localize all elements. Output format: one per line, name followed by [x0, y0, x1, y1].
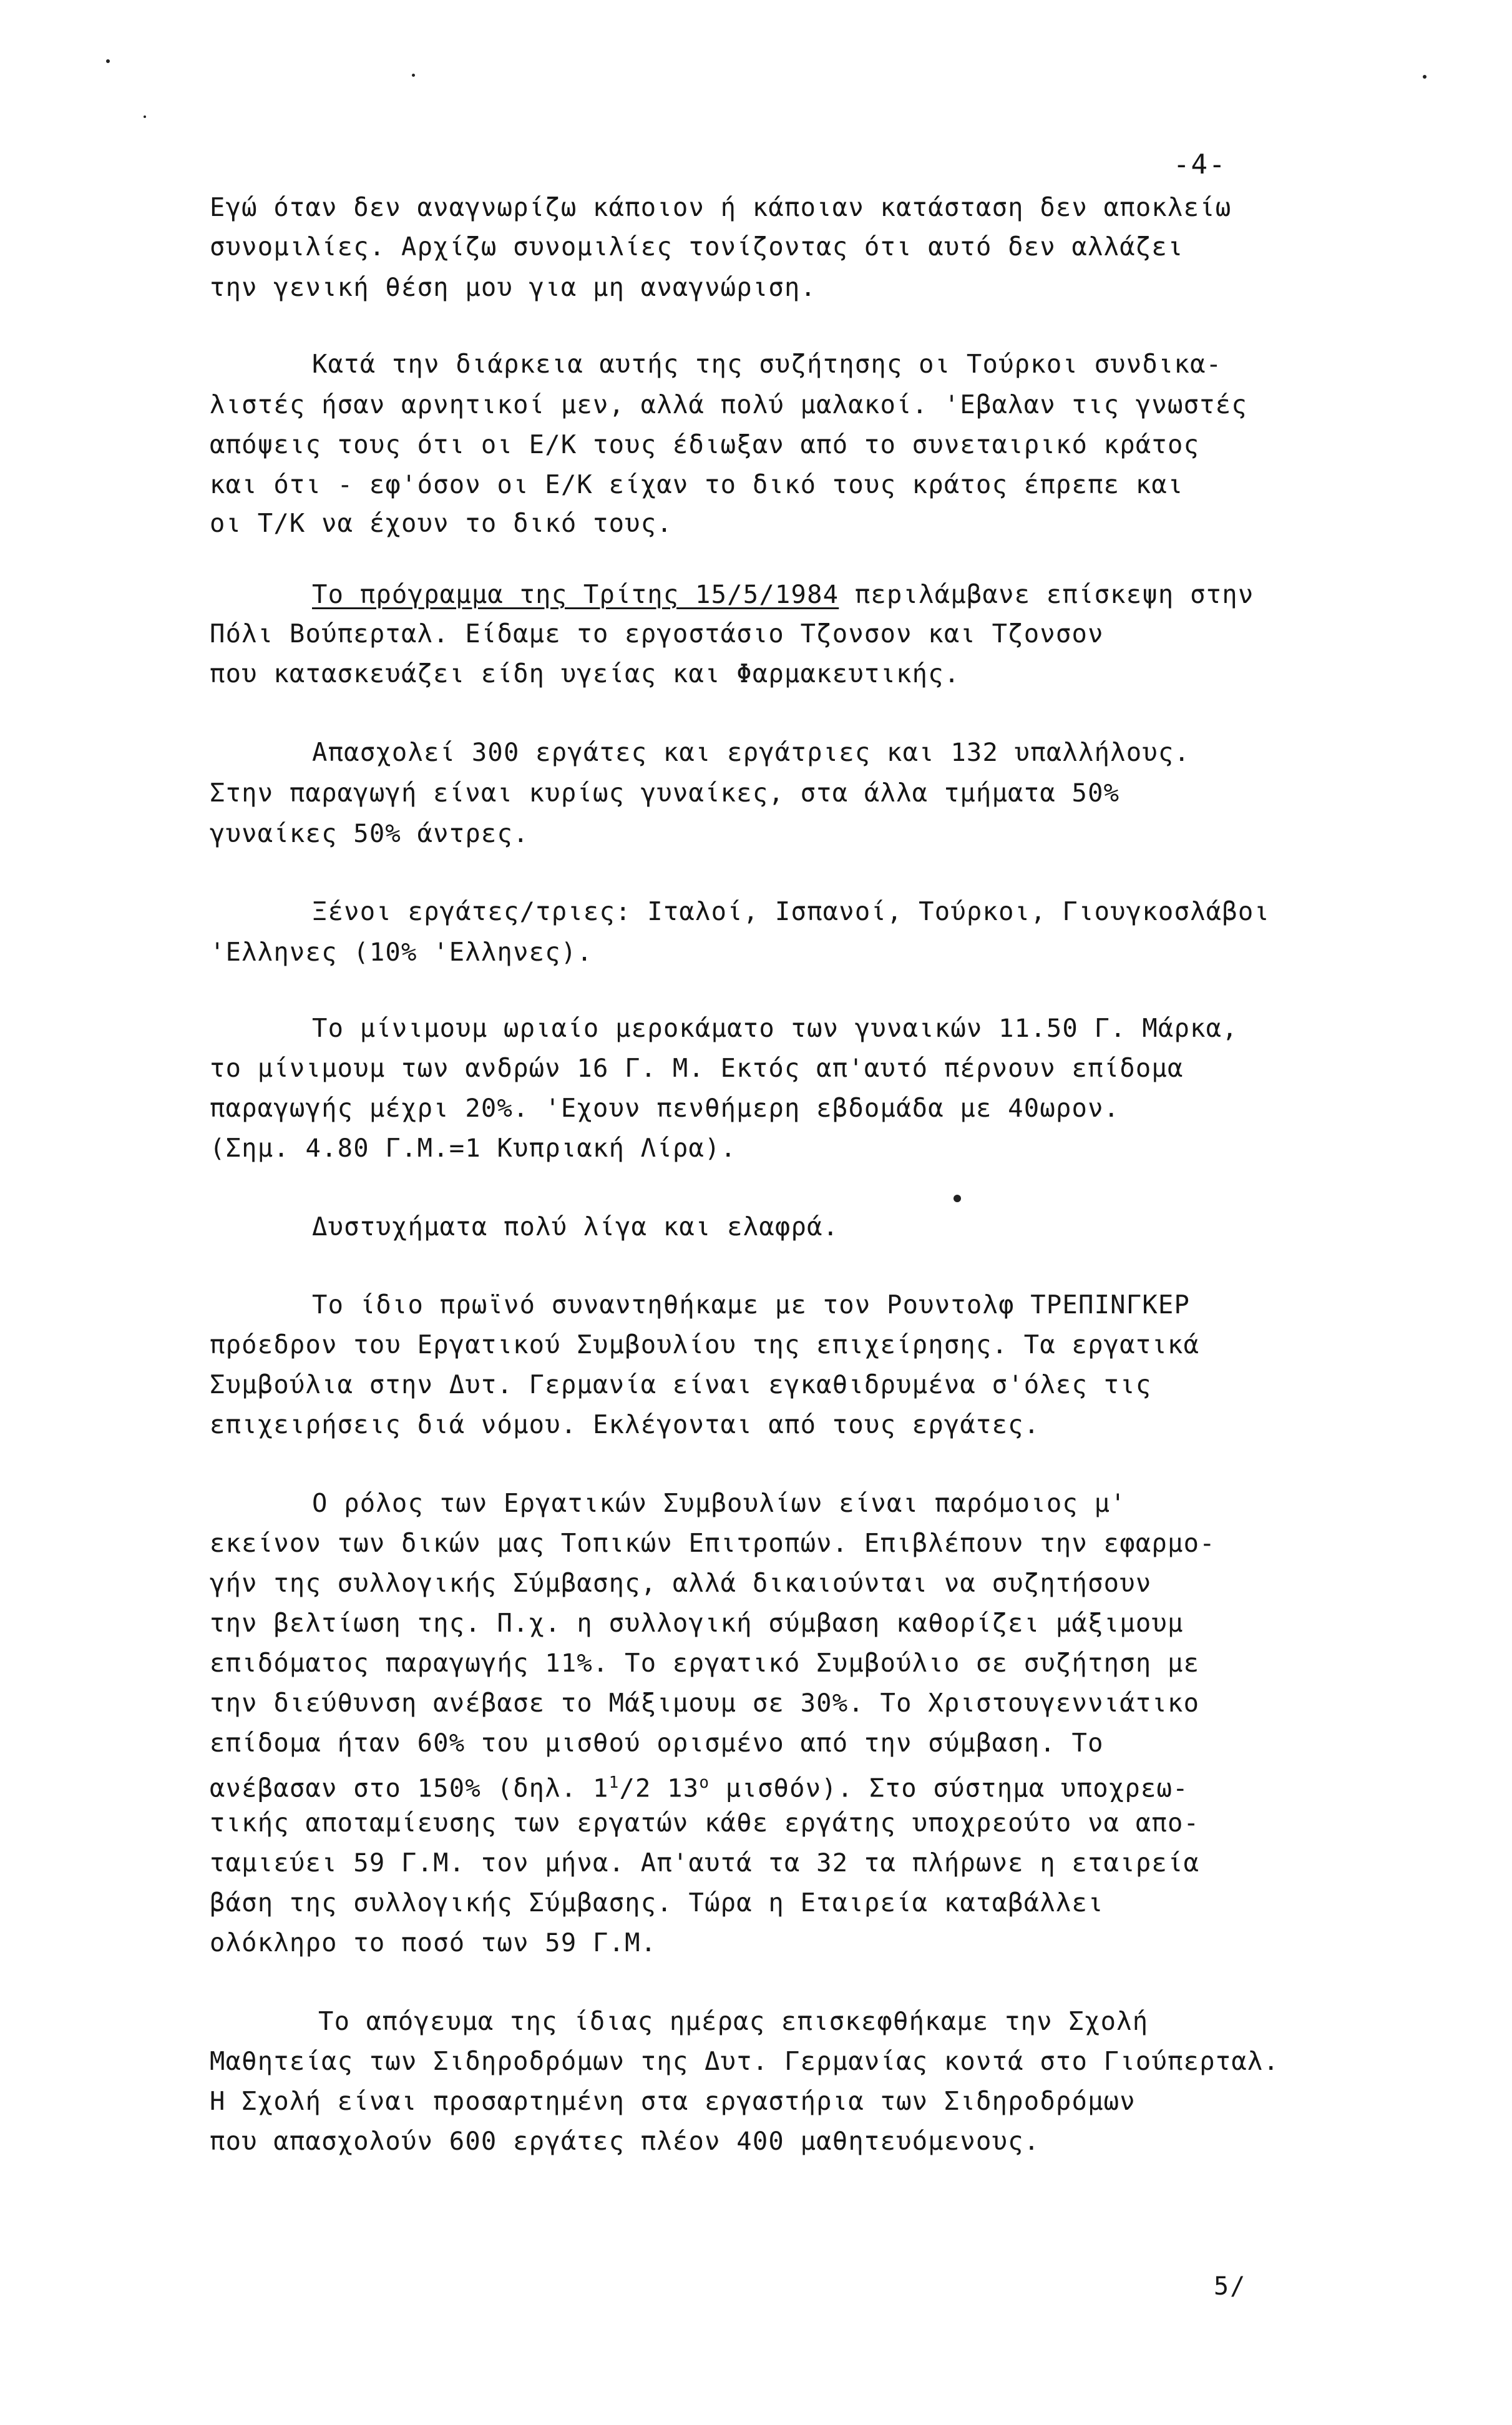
fraction-rest: /2 13	[619, 1773, 700, 1803]
text-line: Η Σχολή είναι προσαρτημένη στα εργαστήρια των Σιδηροδρόμων	[210, 2086, 1136, 2116]
text-line: και ότι - εφ'όσον οι Ε/Κ είχαν το δικό τους κράτος έπρεπε και	[210, 469, 1184, 499]
text-line: γήν της συλλογικής Σύμβασης, αλλά δικαιούνται να συζητήσουν	[210, 1568, 1152, 1598]
text-line: πρόεδρον του Εργατικού Συμβουλίου της επιχείρησης. Τα εργατικά	[210, 1330, 1200, 1359]
text-line: Το μίνιμουμ ωριαίο μεροκάματο των γυναικών 11.50 Γ. Μάρκα,	[312, 1013, 1238, 1043]
text-line: ταμιεύει 59 Γ.Μ. τον μήνα. Απ'αυτά τα 32 τα πλήρωνε η εταιρεία	[210, 1848, 1200, 1878]
fraction-line-start: ανέβασαν στο 150% (δηλ. 1	[210, 1773, 609, 1803]
text-line: Πόλι Βούπερταλ. Είδαμε το εργοστάσιο Τζονσον και Τζονσον	[210, 619, 1104, 649]
text-line: τικής αποταμίευσης των εργατών κάθε εργάτης υποχρεούτο να απο-	[210, 1808, 1200, 1838]
text-line: Απασχολεί 300 εργάτες και εργάτριες και 132 υπαλλήλους.	[312, 737, 1191, 767]
scan-speck	[106, 59, 110, 63]
scan-speck	[144, 115, 146, 118]
text-line: γυναίκες 50% άντρες.	[210, 818, 529, 848]
text-line: Ξένοι εργάτες/τριες: Ιταλοί, Ισπανοί, Τούρκοι, Γιουγκοσλάβοι	[312, 896, 1270, 926]
text-line: (Σημ. 4.80 Γ.Μ.=1 Κυπριακή Λίρα).	[210, 1133, 737, 1163]
text-line: 'Ελληνες (10% 'Ελληνες).	[210, 937, 593, 967]
text-line: συνομιλίες. Αρχίζω συνομιλίες τονίζοντας ότι αυτό δεν αλλάζει	[210, 232, 1184, 262]
text-line: Ο ρόλος των Εργατικών Συμβουλίων είναι παρόμοιος μ'	[312, 1488, 1126, 1518]
degree-superscript: ο	[699, 1773, 710, 1792]
text-line: παραγωγής μέχρι 20%. 'Εχουν πενθήμερη εβδομάδα με 40ωρον.	[210, 1093, 1120, 1123]
text-line: Συμβούλια στην Δυτ. Γερμανία είναι εγκαθιδρυμένα σ'όλες τις	[210, 1369, 1152, 1399]
text-line: το μίνιμουμ των ανδρών 16 Γ. Μ. Εκτός απ'αυτό πέρνουν επίδομα	[210, 1053, 1184, 1083]
text-line: Το απόγευμα της ίδιας ημέρας επισκεφθήκαμε την Σχολή	[318, 2006, 1149, 2036]
text-line: λιστές ήσαν αρνητικοί μεν, αλλά πολύ μαλακοί. 'Εβαλαν τις γνωστές	[210, 389, 1247, 419]
fraction-tail: μισθόν). Στο σύστημα υποχρεω-	[710, 1773, 1189, 1803]
text-line: οι Τ/Κ να έχουν το δικό τους.	[210, 508, 673, 538]
text-line	[210, 1764, 1189, 1807]
scan-speck	[1423, 75, 1427, 79]
heading-continuation: πεpιλάμβανε επίσκεψη στην	[854, 579, 1254, 609]
ink-dot	[954, 1195, 961, 1202]
text-line: επιδόματος παραγωγής 11%. Το εργατικό Συμβούλιο σε συζήτηση με	[210, 1648, 1200, 1678]
page-number: -4-	[1173, 149, 1227, 180]
text-line: επιχειρήσεις διά νόμου. Εκλέγονται από τους εργάτες.	[210, 1409, 1040, 1439]
text-line: ολόκληρο το ποσό των 59 Γ.Μ.	[210, 1928, 657, 1957]
text-line: Κατά την διάρκεια αυτής της συζήτησης οι Τούρκοι συνδικα-	[312, 349, 1222, 379]
page-footer-continuation: 5/	[1214, 2272, 1247, 2301]
text-line: Το ίδιο πρωϊνό συναντηθήκαμε με τον Ρουντολφ ΤΡΕΠΙΝΓΚΕΡ	[312, 1290, 1191, 1320]
text-line: Μαθητείας των Σιδηροδρόμων της Δυτ. Γερμανίας κοντά στο Γιούπερταλ.	[210, 2046, 1280, 2076]
text-line: απόψεις τους ότι οι Ε/Κ τους έδιωξαν από το συνεταιρικό κράτος	[210, 429, 1200, 459]
text-line: την διεύθυνση ανέβασε το Μάξιμουμ σε 30%. Το Χριστουγεννιάτικο	[210, 1688, 1200, 1718]
text-line: Στην παραγωγή είναι κυρίως γυναίκες, στα άλλα τμήματα 50%	[210, 778, 1120, 808]
text-line: που κατασκευάζει είδη υγείας και Φαρμακευτικής.	[210, 659, 960, 688]
text-line: Δυστυχήματα πολύ λίγα και ελαφρά.	[312, 1212, 839, 1242]
scan-speck	[412, 74, 415, 77]
text-line	[312, 576, 1254, 613]
text-line: την βελτίωση της. Π.χ. η συλλογική σύμβαση καθορίζει μάξιμουμ	[210, 1608, 1184, 1638]
text-line: που απασχολούν 600 εργάτες πλέον 400 μαθητευόμενους.	[210, 2126, 1040, 2156]
text-line: επίδομα ήταν 60% του μισθού ορισμένο από την σύμβαση. Το	[210, 1728, 1104, 1758]
underlined-heading: Το πρόγραμμα της Τρίτης 15/5/1984	[312, 579, 839, 609]
text-line: εκείνον των δικών μας Τοπικών Επιτροπών. Επιβλέπουν την εφαρμο-	[210, 1528, 1216, 1558]
text-line: Εγώ όταν δεν αναγνωρίζω κάποιον ή κάποιαν κατάσταση δεν αποκλείω	[210, 192, 1232, 222]
text-line: την γενική θέση μου για μη αναγνώριση.	[210, 272, 817, 302]
text-line: βάση της συλλογικής Σύμβασης. Τώρα η Εταιρεία καταβάλλει	[210, 1888, 1104, 1918]
fraction-superscript: 1	[608, 1773, 620, 1792]
